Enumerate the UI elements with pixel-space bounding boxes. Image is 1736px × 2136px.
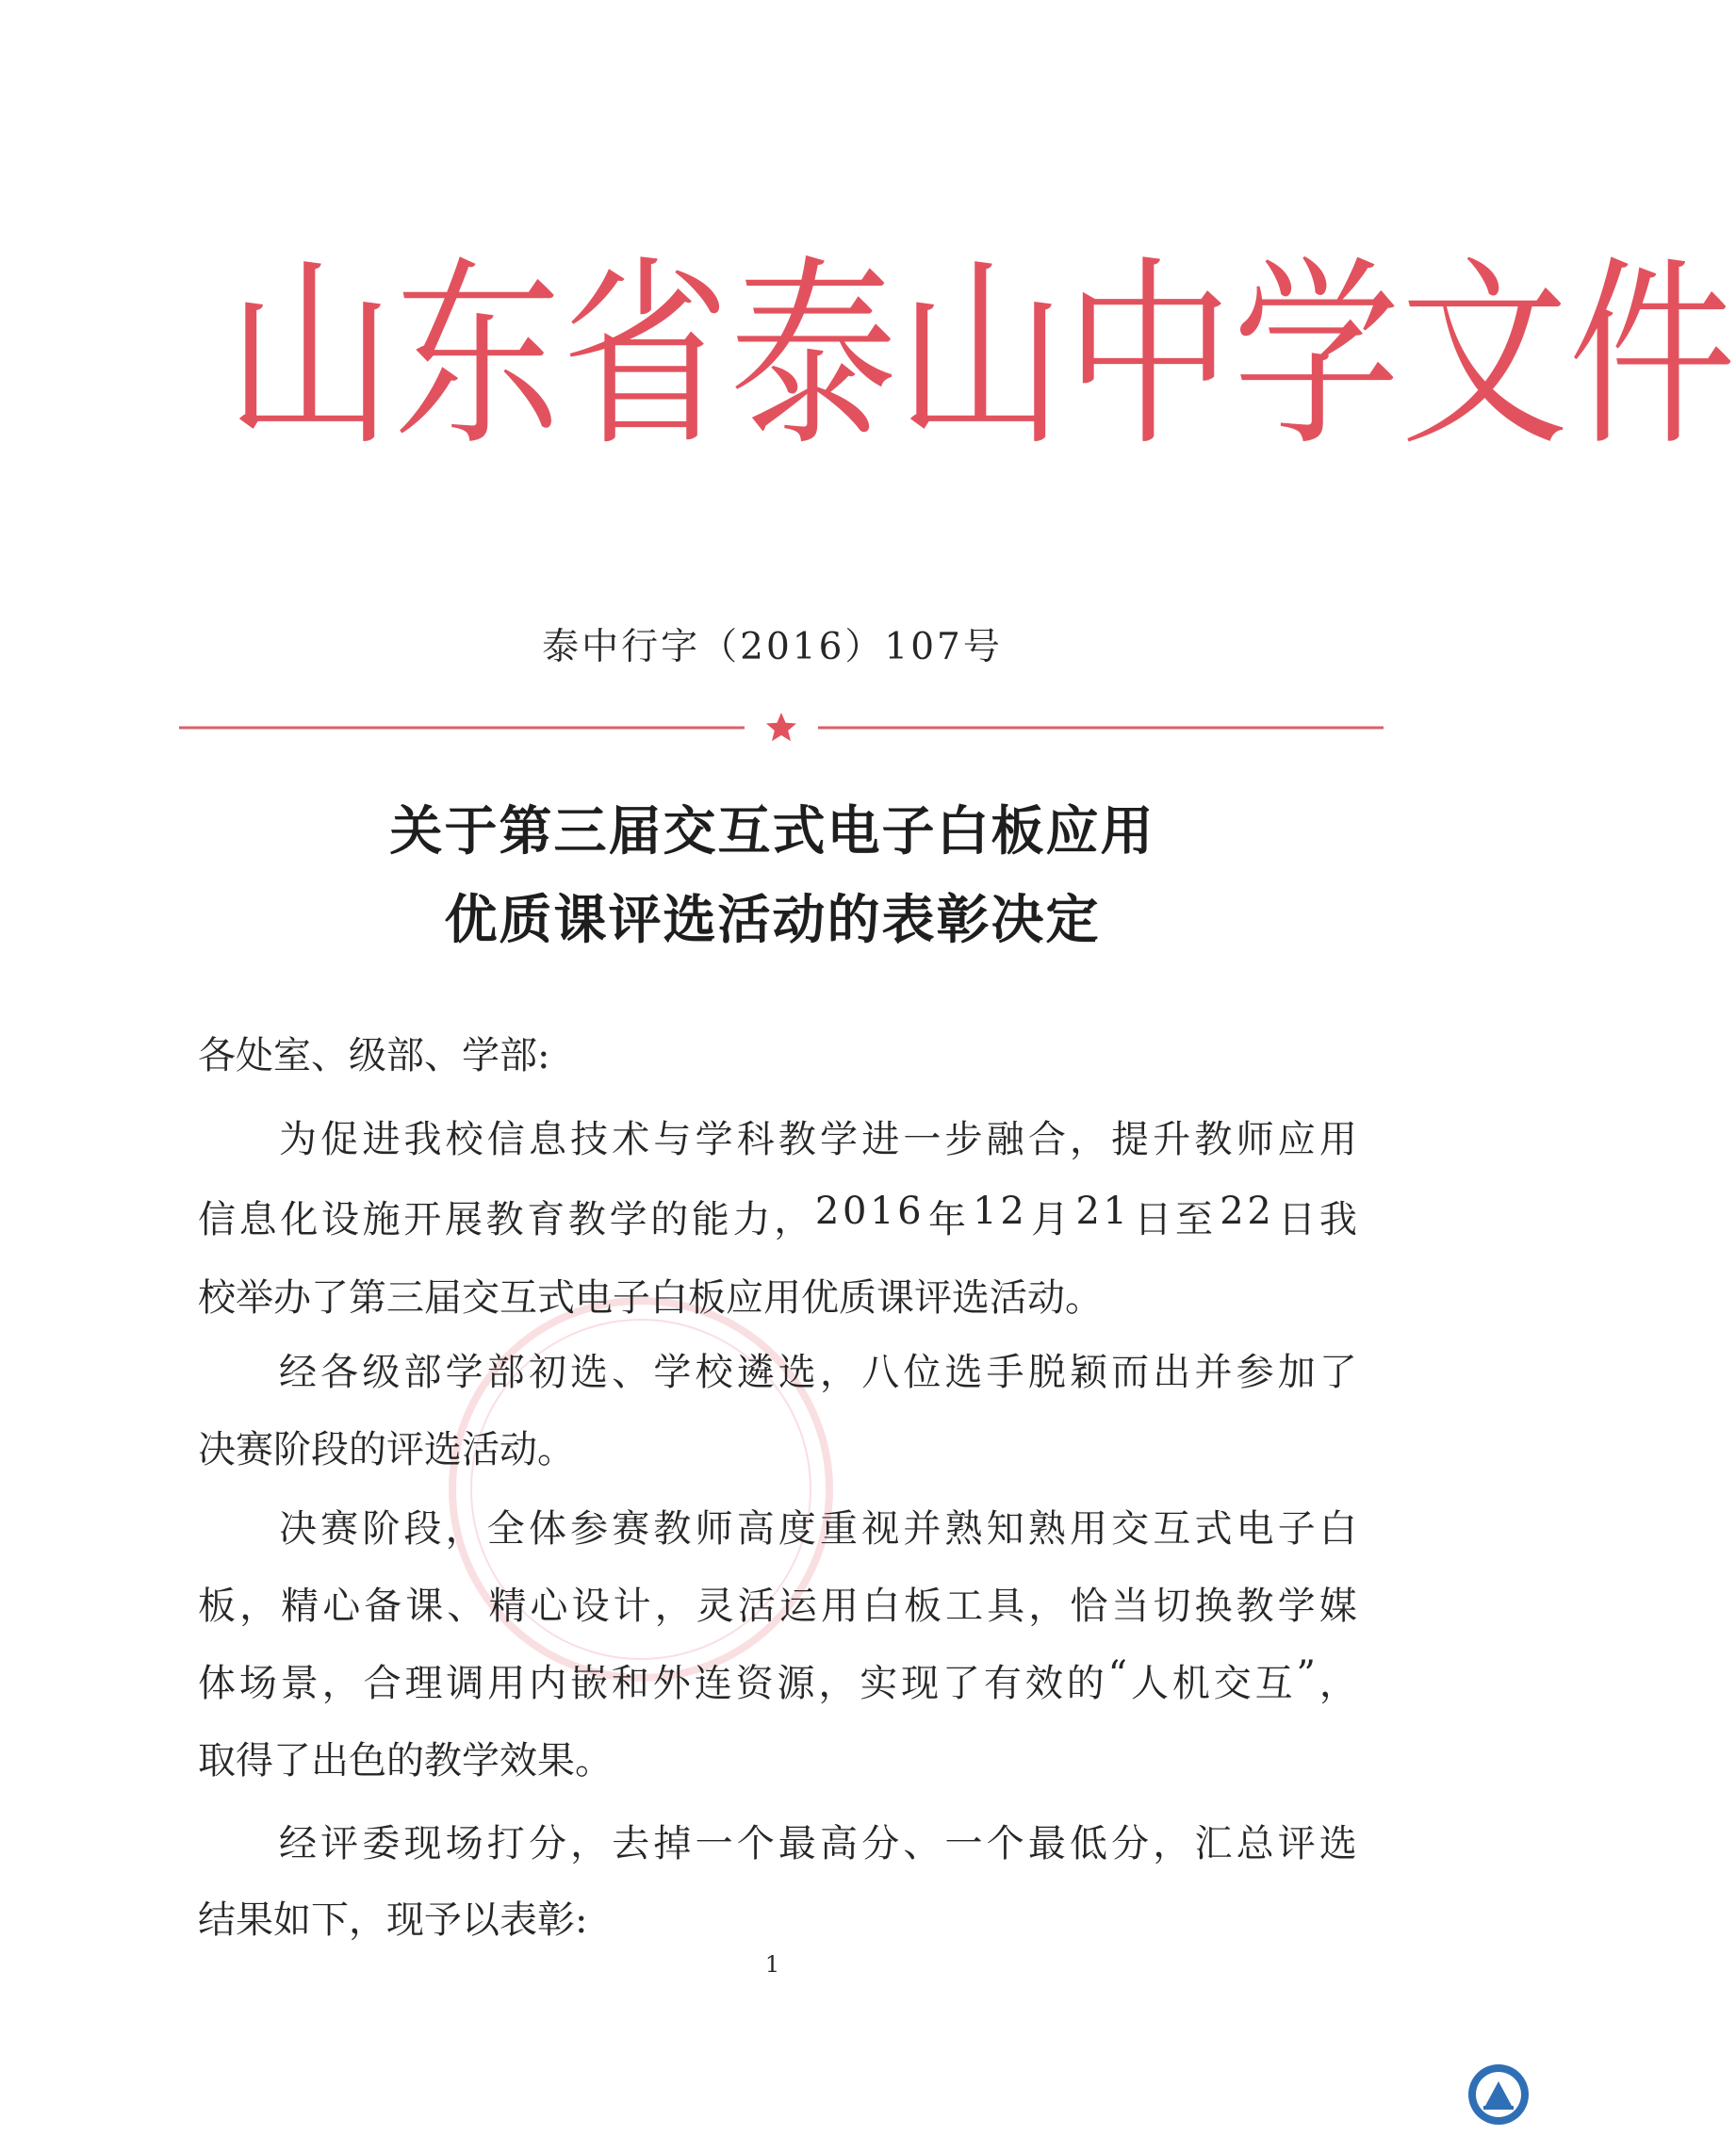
body-line: 决赛阶段的评选活动。 bbox=[198, 1428, 575, 1471]
body-line: 板 ， 精 心 备 课 、 精 心 设 计 ， 灵 活 运 用 白 板 工 具 ， 恰 当 切 换 教 学 媒 bbox=[198, 1585, 1357, 1628]
page-number: 1 bbox=[764, 1951, 780, 1978]
issuer-title-char: 中 bbox=[1065, 238, 1233, 473]
issuer-title-char: 省 bbox=[562, 238, 729, 473]
document-number: 泰中行字（2016）107号 bbox=[542, 626, 1003, 668]
school-logo-icon bbox=[1466, 2062, 1531, 2127]
body-line: 体 场 景 ， 合 理 调 用 内 嵌 和 外 连 资 源 ， 实 现 了 有 效 的 “ 人 机 交 互 ” ， bbox=[198, 1653, 1357, 1705]
issuer-title-char: 件 bbox=[1568, 238, 1736, 473]
body-line: 结果如下，现予以表彰: bbox=[198, 1898, 588, 1942]
body-line: 校举办了第三届交互式电子白板应用优质课评选活动。 bbox=[198, 1276, 1103, 1320]
body-line: 取得了出色的教学效果。 bbox=[198, 1739, 613, 1783]
body-line: 经 评 委 现 场 打 分 ， 去 掉 一 个 最 高 分 、 一 个 最 低 分 ， 汇 总 评 选 bbox=[279, 1822, 1357, 1865]
issuer-title-char: 山 bbox=[897, 238, 1065, 473]
salutation: 各处室、级部、学部: bbox=[198, 1034, 550, 1077]
issuer-title-char: 文 bbox=[1400, 238, 1568, 473]
red-divider bbox=[179, 712, 1384, 744]
issuer-title bbox=[226, 238, 1736, 473]
star-icon bbox=[766, 713, 796, 741]
issuer-title-char: 泰 bbox=[729, 238, 897, 473]
issuer-title-char: 东 bbox=[394, 238, 562, 473]
document-subject-line-2: 优质课评选活动的表彰决定 bbox=[444, 889, 1101, 951]
document-subject-line-1: 关于第三届交互式电子白板应用 bbox=[389, 800, 1155, 863]
issuer-title-char: 学 bbox=[1233, 238, 1400, 473]
body-line: 为 促 进 我 校 信 息 技 术 与 学 科 教 学 进 一 步 融 合 ， 提 升 教 师 应 用 bbox=[279, 1118, 1357, 1161]
body-line: 信 息 化 设 施 开 展 教 育 教 学 的 能 力 ， 2 0 1 6 年 1 2 月 2 1 日 至 2 2 日 我 bbox=[198, 1190, 1357, 1241]
body-line: 决 赛 阶 段 ， 全 体 参 赛 教 师 高 度 重 视 并 熟 知 熟 用 交 互 式 电 子 白 bbox=[279, 1507, 1357, 1551]
issuer-title-char: 山 bbox=[226, 238, 394, 473]
body-line: 经 各 级 部 学 部 初 选 、 学 校 遴 选 ， 八 位 选 手 脱 颖 而 出 并 参 加 了 bbox=[279, 1351, 1357, 1394]
